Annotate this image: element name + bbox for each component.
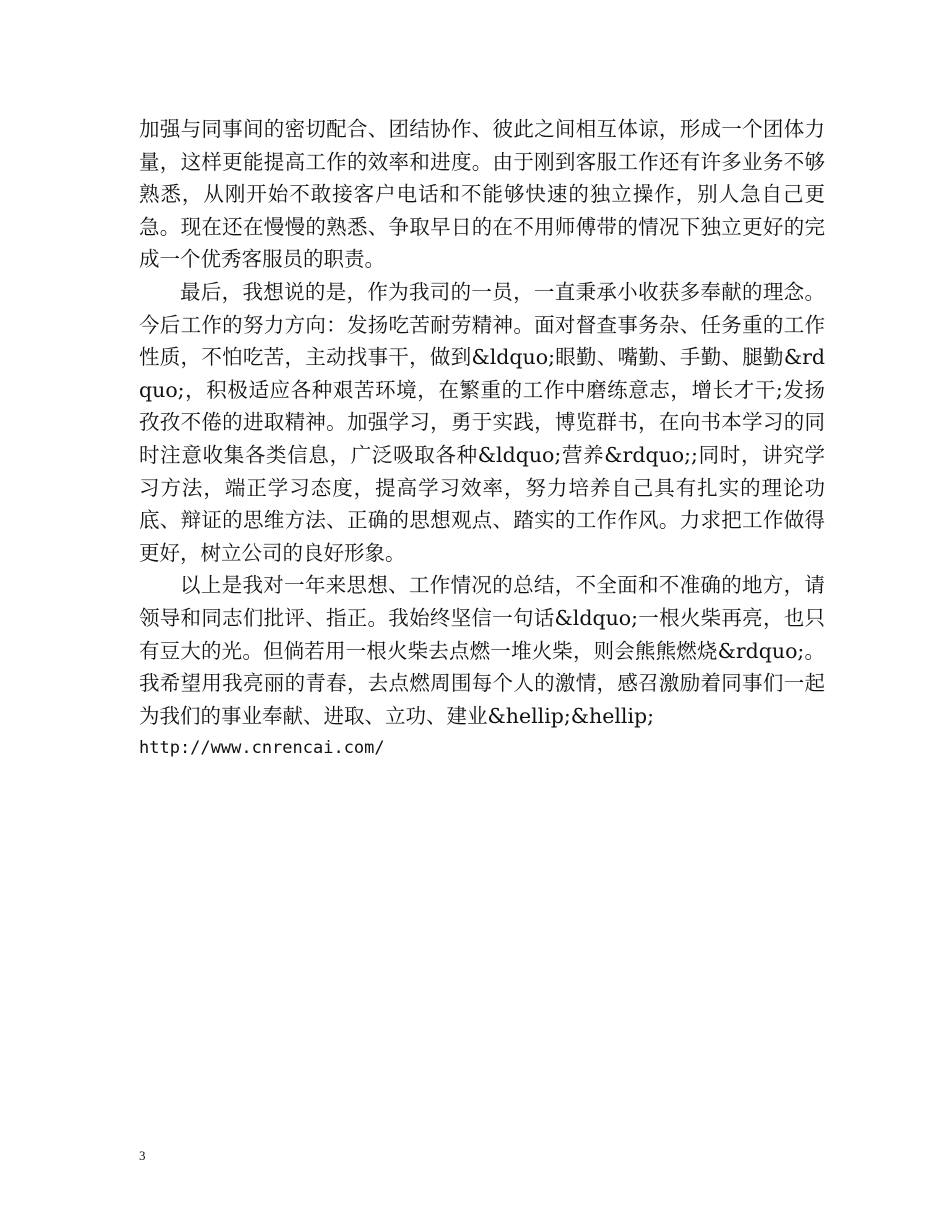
- paragraph-teamwork: 加强与同事间的密切配合、团结协作、彼此之间相互体谅，形成一个团体力量，这样更能提高工作的效率和进度。由于刚到客服工作还有许多业务不够熟悉，从刚开始不敢接客户电话和不能够快速的独立操作，别人急自己更急。现在还在慢慢的熟悉、争取早日的在不用师傅带的情况下独立更好的完成一个优秀客服员的职责。: [139, 117, 825, 272]
- page-number: 3: [139, 1148, 146, 1163]
- source-url: http://www.cnrencai.com/: [139, 738, 385, 759]
- paragraph-work-direction: 最后，我想说的是，作为我司的一员，一直秉承小收获多奉献的理念。今后工作的努力方向：发扬吃苦耐劳精神。面对督查事务杂、任务重的工作性质，不怕吃苦，主动找事干，做到&ldquo;眼勤、嘴勤、手勤、腿勤&rdquo;，积极适应各种艰苦环境，在繁重的工作中磨练意志，增长才干;发扬孜孜不倦的进取精神。加强学习，勇于实践，博览群书，在向书本学习的同时注意收集各类信息，广泛吸取各种&ldquo;营养&rdquo;;同时，讲究学习方法，端正学习态度，提高学习效率，努力培养自己具有扎实的理论功底、辩证的思维方法、正确的思想观点、踏实的工作作风。力求把工作做得更好，树立公司的良好形象。: [139, 279, 825, 565]
- paragraph-conclusion: 以上是我对一年来思想、工作情况的总结，不全面和不准确的地方，请领导和同志们批评、指正。我始终坚信一句话&ldquo;一根火柴再亮，也只有豆大的光。但倘若用一根火柴去点燃一堆火柴，则会熊熊燃烧&rdquo;。我希望用我亮丽的青春，去点燃周围每个人的激情，感召激励着同事们一起为我们的事业奉献、进取、立功、建业&hellip;&hellip;: [139, 573, 825, 728]
- document-body: [139, 113, 825, 765]
